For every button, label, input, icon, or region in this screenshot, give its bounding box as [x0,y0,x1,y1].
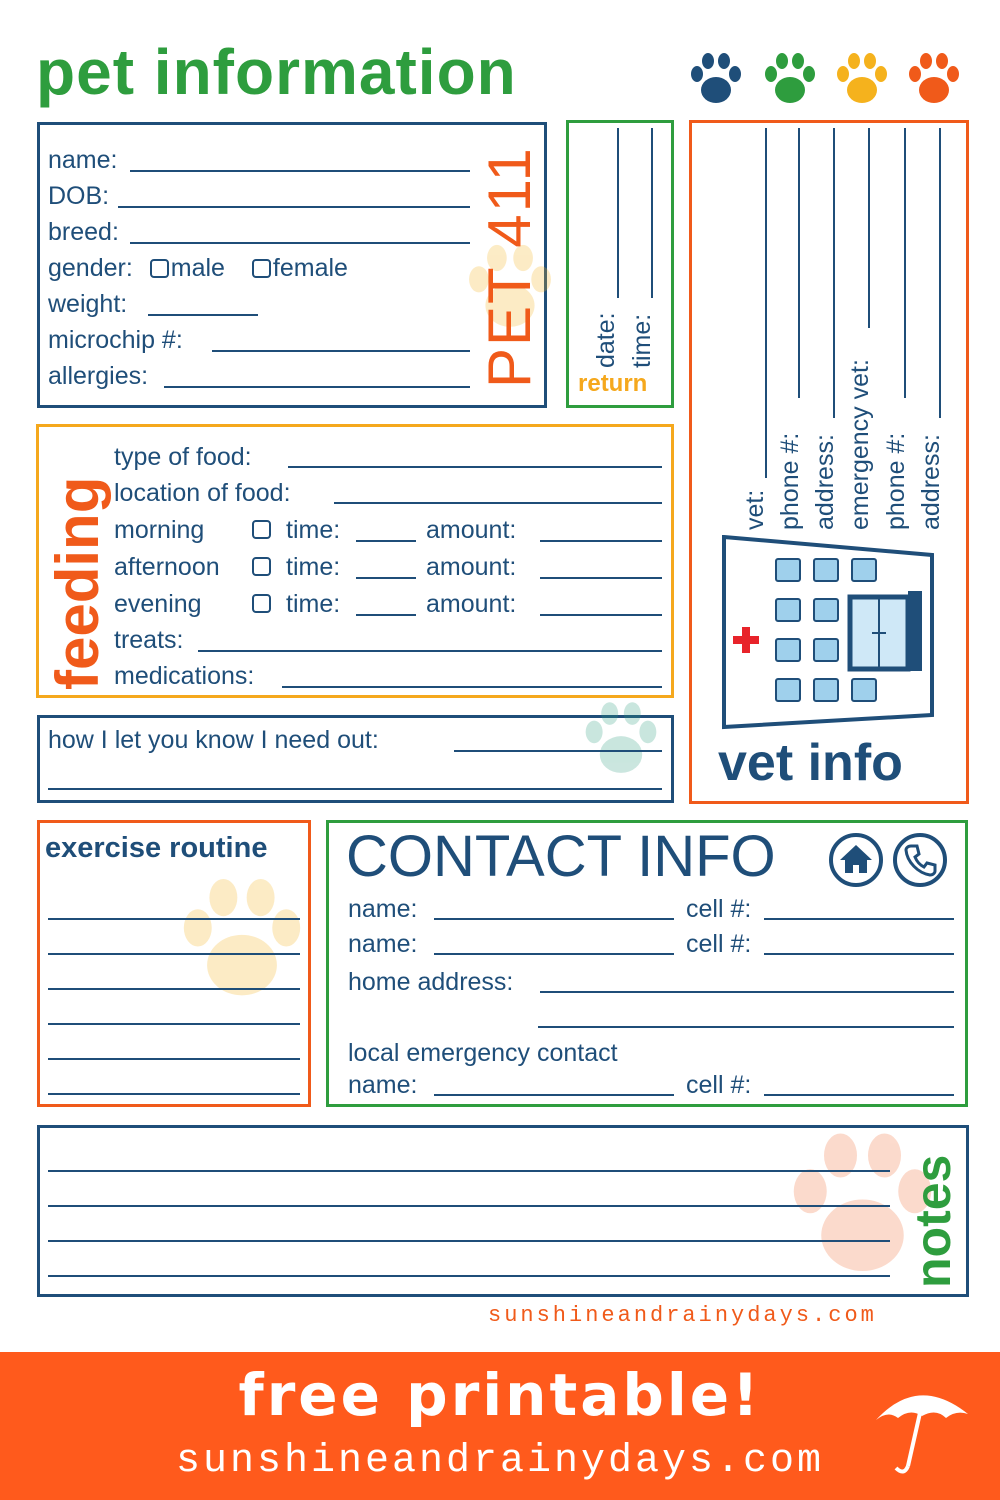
medications-label: medications: [114,662,255,690]
vet-address-label: address: [811,434,839,530]
time-label: time: [628,313,656,368]
vet-info-heading: vet info [718,734,903,792]
umbrella-logo-icon [868,1380,976,1480]
contact-cell-2-line[interactable] [764,953,954,955]
date-line[interactable] [617,128,619,298]
vet-building-icon [722,535,940,730]
local-emergency-label: local emergency contact [348,1039,618,1067]
vet-line[interactable] [765,128,767,478]
female-checkbox[interactable] [252,259,271,278]
breed-label: breed: [48,218,119,246]
paw-watermark-icon [578,698,664,780]
exercise-line[interactable] [48,918,300,920]
site-url-small[interactable]: sunshineandrainydays.com [488,1303,877,1328]
contact-name-2-label: name: [348,930,418,958]
morning-amount-label: amount: [426,516,517,544]
vet-phone-line[interactable] [798,128,800,398]
afternoon-time-line[interactable] [356,577,416,579]
contact-name-1-label: name: [348,895,418,923]
exercise-line[interactable] [48,988,300,990]
breed-line[interactable] [130,242,470,244]
type-of-food-line[interactable] [288,466,662,468]
emergency-phone-line[interactable] [904,128,906,398]
morning-label: morning [114,516,205,544]
morning-amount-line[interactable] [540,540,662,542]
return-box [566,120,674,408]
gender-text: gender: [48,254,133,282]
paw-green-icon [760,50,820,108]
paw-orange-icon [904,50,964,108]
contact-cell-1-line[interactable] [764,918,954,920]
exercise-line[interactable] [48,1023,300,1025]
need-out-line-1[interactable] [454,750,662,752]
contact-name-2-line[interactable] [434,953,674,955]
emergency-phone-label: phone #: [882,432,910,530]
treats-line[interactable] [198,650,662,652]
morning-time-label: time: [286,516,341,544]
allergies-line[interactable] [164,386,470,388]
evening-amount-line[interactable] [540,614,662,616]
evening-label: evening [114,590,202,618]
weight-line[interactable] [148,314,258,316]
return-heading: return [578,370,648,397]
medications-line[interactable] [282,686,662,688]
vet-address-line[interactable] [833,128,835,418]
time-line[interactable] [651,128,653,298]
notes-heading: notes [905,1154,961,1288]
evening-checkbox[interactable] [252,594,271,613]
name-label: name: [48,146,118,174]
banner-site-url[interactable]: sunshineandrainydays.com [175,1439,825,1484]
exercise-line[interactable] [48,953,300,955]
contact-name-3-label: name: [348,1071,418,1099]
contact-cell-3-line[interactable] [764,1094,954,1096]
emergency-vet-label: emergency vet: [846,359,874,530]
afternoon-amount-label: amount: [426,553,517,581]
contact-name-1-line[interactable] [434,918,674,920]
dob-label: DOB: [48,182,110,210]
female-label: female [272,254,348,282]
evening-time-label: time: [286,590,341,618]
page-title: pet information [36,36,517,108]
contact-name-3-line[interactable] [434,1094,674,1096]
home-address-line-1[interactable] [540,991,954,993]
type-of-food-label: type of food: [114,443,252,471]
afternoon-time-label: time: [286,553,341,581]
contact-cell-3-label: cell #: [686,1071,752,1099]
notes-line[interactable] [48,1170,890,1172]
allergies-label: allergies: [48,362,149,390]
notes-line[interactable] [48,1240,890,1242]
exercise-line[interactable] [48,1058,300,1060]
home-address-line-2[interactable] [538,1026,954,1028]
afternoon-checkbox[interactable] [252,557,271,576]
emergency-address-label: address: [917,434,945,530]
male-checkbox[interactable] [150,259,169,278]
morning-checkbox[interactable] [252,520,271,539]
emergency-vet-line[interactable] [868,128,870,328]
vet-field-label: vet: [741,489,769,530]
banner-title: free printable! [238,1361,762,1429]
name-line[interactable] [130,170,470,172]
gender-label [48,256,348,281]
morning-time-line[interactable] [356,540,416,542]
treats-label: treats: [114,626,184,654]
microchip-line[interactable] [212,350,470,352]
pet-411-heading: PET 411 [476,146,543,388]
afternoon-amount-line[interactable] [540,577,662,579]
weight-label: weight: [48,290,128,318]
phone-icon [892,832,948,888]
home-address-label: home address: [348,968,514,996]
male-label: male [170,254,225,282]
need-out-label: how I let you know I need out: [48,726,379,754]
contact-cell-1-label: cell #: [686,895,752,923]
home-icon [828,832,884,888]
paw-yellow-icon [832,50,892,108]
exercise-line[interactable] [48,1093,300,1095]
feeding-heading: feeding [44,476,111,690]
vet-phone-label: phone #: [776,432,804,530]
contact-cell-2-label: cell #: [686,930,752,958]
evening-time-line[interactable] [356,614,416,616]
contact-heading: CONTACT INFO [346,824,776,889]
date-label: date: [592,312,620,368]
afternoon-label: afternoon [114,553,220,581]
notes-line[interactable] [48,1205,890,1207]
notes-line[interactable] [48,1275,890,1277]
microchip-label: microchip #: [48,326,183,354]
exercise-heading: exercise routine [45,832,268,864]
need-out-line-2[interactable] [48,788,662,790]
dob-line[interactable] [118,206,470,208]
evening-amount-label: amount: [426,590,517,618]
location-of-food-label: location of food: [114,479,291,507]
emergency-address-line[interactable] [939,128,941,418]
paw-watermark-icon [172,872,312,1007]
location-of-food-line[interactable] [334,502,662,504]
paw-navy-icon [686,50,746,108]
